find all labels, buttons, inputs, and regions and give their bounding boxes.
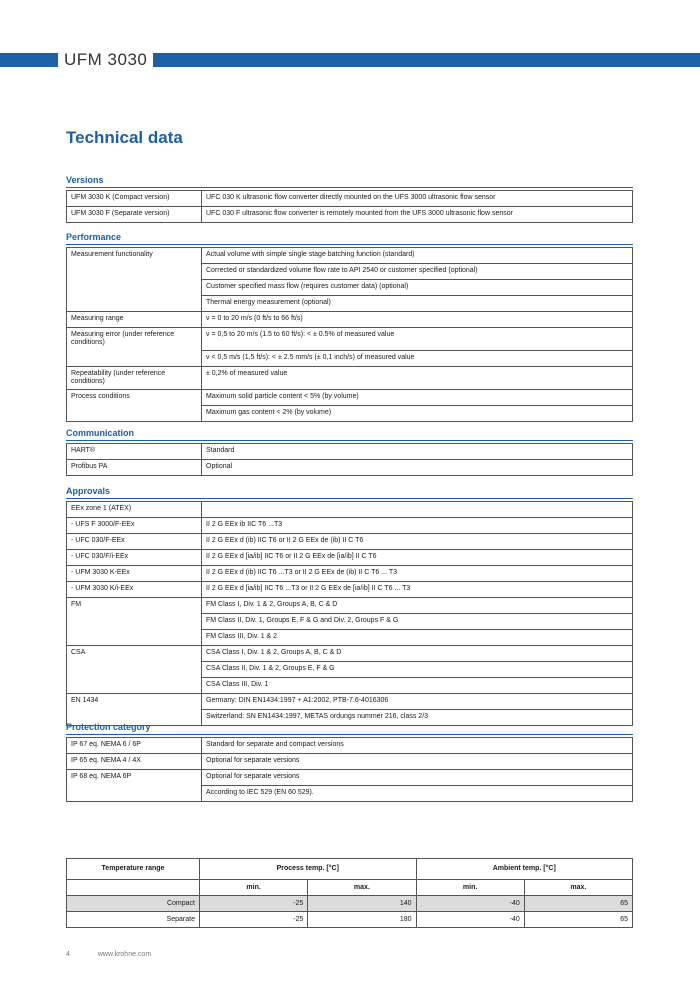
protection-table — [66, 737, 633, 802]
spec-label: UFM 3030 K (Compact version) — [67, 191, 202, 207]
spec-label — [67, 405, 202, 421]
section-title: Performance — [66, 231, 633, 245]
table-row — [67, 296, 633, 312]
spec-value: II 2 G EEx ib IIC T6 ...T3 — [202, 518, 633, 534]
footer — [66, 951, 177, 958]
table-row — [67, 550, 633, 566]
spec-label — [67, 296, 202, 312]
spec-label — [67, 662, 202, 678]
spec-label: CSA — [67, 646, 202, 662]
process-min: -25 — [200, 896, 308, 912]
spec-value: Standard — [202, 444, 633, 460]
spec-label — [67, 614, 202, 630]
table-row — [67, 598, 633, 614]
page-number: 4 — [66, 951, 70, 958]
table-row — [67, 754, 633, 770]
spec-label: Repeatability (under reference conditions) — [67, 366, 202, 389]
spec-value: Maximum gas content < 2% (by volume) — [202, 405, 633, 421]
table-row — [67, 534, 633, 550]
spec-value: Corrected or standardized volume flow rate to API 2540 or customer specified (optional) — [202, 264, 633, 280]
spec-label: Process conditions — [67, 389, 202, 405]
table-row — [67, 312, 633, 328]
spec-value: v = 0 to 20 m/s (0 ft/s to 66 ft/s) — [202, 312, 633, 328]
spec-label: - UFM 3030 K-EEx — [67, 566, 202, 582]
table-row — [67, 630, 633, 646]
col-temperature-range: Temperature range — [67, 859, 200, 880]
spec-value: Optional — [202, 460, 633, 476]
spec-label — [67, 786, 202, 802]
spec-value: v = 0,5 to 20 m/s (1.5 to 60 ft/s): < ± 0.5% of measured value — [202, 328, 633, 351]
website-link[interactable]: www.krohne.com — [97, 951, 152, 958]
spec-value: ± 0,2% of measured value — [202, 366, 633, 389]
spec-label: Measuring range — [67, 312, 202, 328]
spec-label: Measurement functionality — [67, 248, 202, 264]
spec-label — [67, 630, 202, 646]
spec-value: Maximum solid particle content < 5% (by volume) — [202, 389, 633, 405]
ambient-min: -40 — [416, 896, 524, 912]
table-row — [67, 264, 633, 280]
spec-value: Germany: DIN EN1434:1997 + A1:2002, PTB-7.6-4016306 — [202, 694, 633, 710]
spec-label — [67, 280, 202, 296]
spec-value: II 2 G EEx d (ib) IIC T6 or II 2 G EEx de (ib) II C T6 — [202, 534, 633, 550]
spec-value: Optional for separate versions — [202, 754, 633, 770]
process-max: 140 — [308, 896, 416, 912]
process-max: 180 — [308, 912, 416, 928]
spec-value: Thermal energy measurement (optional) — [202, 296, 633, 312]
performance-table — [66, 247, 633, 422]
ambient-min-header: min. — [416, 880, 524, 896]
spec-value: Customer specified mass flow (requires customer data) (optional) — [202, 280, 633, 296]
spec-value: UFC 030 K ultrasonic flow converter directly mounted on the UFS 3000 ultrasonic flow sensor — [202, 191, 633, 207]
spec-label: IP 65 eq. NEMA 4 / 4X — [67, 754, 202, 770]
spec-value: FM Class I, Div. 1 & 2, Groups A, B, C & D — [202, 598, 633, 614]
table-row — [67, 207, 633, 223]
table-row — [67, 646, 633, 662]
spec-value: CSA Class II, Div. 1 & 2, Groups E, F & G — [202, 662, 633, 678]
ambient-min: -40 — [416, 912, 524, 928]
spec-label — [67, 350, 202, 366]
table-row — [67, 614, 633, 630]
spec-label: - UFS F 3000/F-EEx — [67, 518, 202, 534]
table-row — [67, 191, 633, 207]
spec-label — [67, 678, 202, 694]
spec-value: UFC 030 F ultrasonic flow converter is remotely mounted from the UFS 3000 ultrasonic flow sensor — [202, 207, 633, 223]
table-row — [67, 896, 633, 912]
spec-value: FM Class II, Div. 1, Groups E, F & G and Div. 2, Groups F & G — [202, 614, 633, 630]
spec-label — [67, 264, 202, 280]
table-row — [67, 350, 633, 366]
spec-label: - UFM 3030 K/i-EEx — [67, 582, 202, 598]
table-row — [67, 518, 633, 534]
process-max-header: max. — [308, 880, 416, 896]
spec-value: II 2 G EEx d [ia/ib] IIC T6 ...T3 or II 2 G EEx de [ia/ib] II C T6 ... T3 — [202, 582, 633, 598]
spec-value: According to IEC 529 (EN 60 529). — [202, 786, 633, 802]
versions-table — [66, 190, 633, 223]
table-row — [67, 444, 633, 460]
ambient-max: 65 — [524, 896, 632, 912]
spec-label: EEx zone 1 (ATEX) — [67, 502, 202, 518]
table-row — [67, 502, 633, 518]
ambient-max-header: max. — [524, 880, 632, 896]
spec-value: v < 0,5 m/s (1,5 ft/s): < ± 2.5 mm/s (± 0,1 inch/s) of measured value — [202, 350, 633, 366]
spec-value: Actual volume with simple single stage batching function (standard) — [202, 248, 633, 264]
spec-label: UFM 3030 F (Separate version) — [67, 207, 202, 223]
table-row — [67, 786, 633, 802]
spec-label: EN 1434 — [67, 694, 202, 710]
spec-value: II 2 G EEx d [ia/ib] IIC T6 or II 2 G EEx de [ia/ib] II C T6 — [202, 550, 633, 566]
col-ambient-temp: Ambient temp. [°C] — [416, 859, 633, 880]
header-bar-left — [0, 53, 58, 67]
spec-label: - UFC 030/F/i-EEx — [67, 550, 202, 566]
header-bar-right — [153, 53, 700, 67]
section-protection — [66, 721, 633, 802]
empty-cell — [67, 880, 200, 896]
spec-label: HART® — [67, 444, 202, 460]
table-row — [67, 694, 633, 710]
process-min: -25 — [200, 912, 308, 928]
section-title: Protection category — [66, 721, 633, 735]
temperature-table — [66, 858, 633, 928]
table-row — [67, 389, 633, 405]
table-row — [67, 662, 633, 678]
section-title: Approvals — [66, 485, 633, 499]
spec-label: Measuring error (under reference conditions) — [67, 328, 202, 351]
ambient-max: 65 — [524, 912, 632, 928]
document-title: UFM 3030 — [64, 50, 148, 69]
table-row — [67, 280, 633, 296]
section-title: Versions — [66, 174, 633, 188]
communication-table — [66, 443, 633, 476]
process-min-header: min. — [200, 880, 308, 896]
row-label: Compact — [67, 896, 200, 912]
table-row — [67, 460, 633, 476]
spec-value: CSA Class I, Div. 1 & 2, Groups A, B, C & D — [202, 646, 633, 662]
spec-value: Switzerland: SN EN1434:1997, METAS ordungs nummer 216, class 2/3 — [202, 710, 633, 726]
table-row — [67, 328, 633, 351]
spec-value: CSA Class III, Div. 1 — [202, 678, 633, 694]
table-row — [67, 912, 633, 928]
spec-value: Standard for separate and compact versions — [202, 738, 633, 754]
section-title: Communication — [66, 427, 633, 441]
table-row — [67, 566, 633, 582]
row-label: Separate — [67, 912, 200, 928]
spec-value — [202, 502, 633, 518]
table-row — [67, 738, 633, 754]
table-row — [67, 582, 633, 598]
table-row — [67, 405, 633, 421]
section-versions — [66, 174, 633, 223]
table-row — [67, 770, 633, 786]
table-row — [67, 366, 633, 389]
section-performance — [66, 231, 633, 422]
spec-label: IP 68 eq. NEMA 6P — [67, 770, 202, 786]
section-communication — [66, 427, 633, 476]
spec-value: FM Class III, Div. 1 & 2 — [202, 630, 633, 646]
spec-label: IP 67 eq. NEMA 6 / 6P — [67, 738, 202, 754]
table-row — [67, 248, 633, 264]
col-process-temp: Process temp. [°C] — [200, 859, 417, 880]
table-row — [67, 678, 633, 694]
spec-value: II 2 G EEx d (ib) IIC T6 ...T3 or II 2 G EEx de (ib) II C T6 ... T3 — [202, 566, 633, 582]
spec-label: - UFC 030/F-EEx — [67, 534, 202, 550]
spec-label: Profibus PA — [67, 460, 202, 476]
section-approvals — [66, 485, 633, 726]
spec-value: Optional for separate versions — [202, 770, 633, 786]
page-title: Technical data — [66, 128, 183, 147]
spec-label: FM — [67, 598, 202, 614]
approvals-table — [66, 501, 633, 726]
